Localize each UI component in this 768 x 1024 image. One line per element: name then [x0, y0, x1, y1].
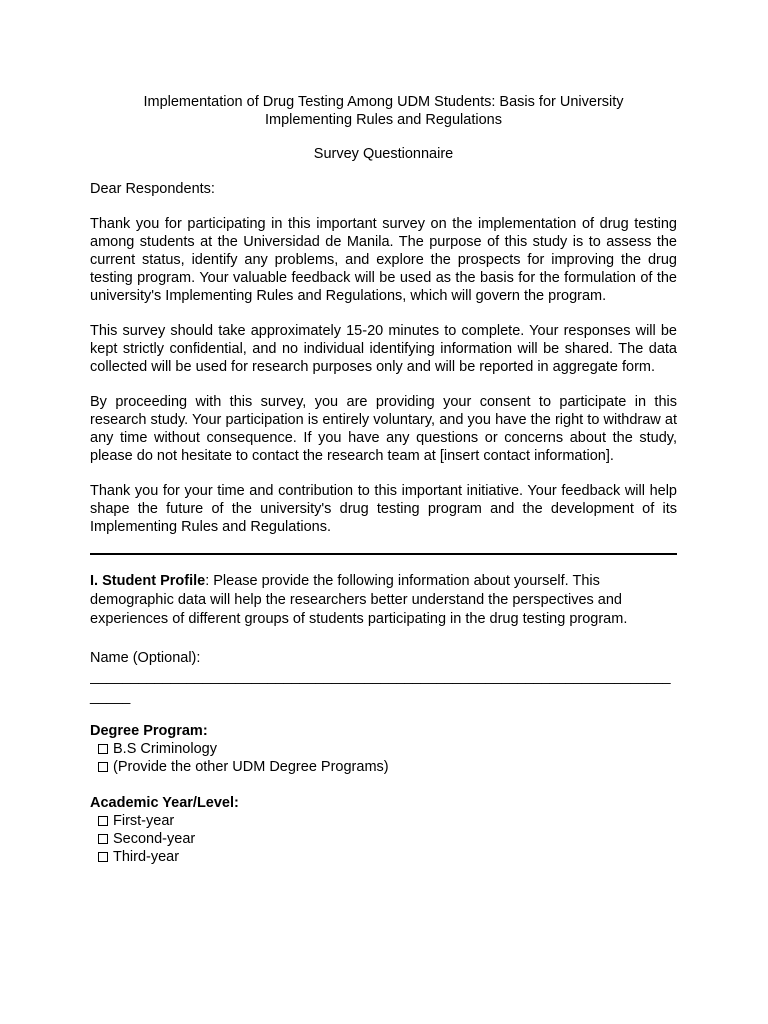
intro-paragraph-4: Thank you for your time and contribution to this important initiative. Your feedback will help shape the future of the university's drug testing program and the development of its Implementing Rules and Regulations.	[90, 483, 677, 535]
option-label: Third-year	[113, 849, 180, 865]
degree-option-other[interactable]	[98, 758, 677, 776]
section-intro-text: : Please provide the following information about yourself. This demographic data will help the researchers better understand the perspectives and experiences of different groups of students participating in the drug testing program.	[90, 573, 628, 627]
name-field-blank[interactable]: ________________________________________________________________________	[90, 669, 671, 685]
intro-paragraph-2: This survey should take approximately 15-20 minutes to complete. Your responses will be kept strictly confidential, and no individual identifying information will be shared. The data collected will be used for research purposes only and will be reported in aggregate form.	[90, 323, 677, 375]
checkbox-icon[interactable]	[98, 744, 108, 754]
checkbox-icon[interactable]	[98, 816, 108, 826]
title-line-2: Implementing Rules and Regulations	[265, 112, 502, 128]
name-field-blank-tail[interactable]: _____	[90, 689, 131, 705]
document-page	[90, 93, 677, 866]
intro-paragraph-3: By proceeding with this survey, you are providing your consent to participate in this research study. Your participation is entirely voluntary, and you have the right to withdraw at any time without consequence. If you have any questions or concerns about the study, please do not hesitate to contact the research team at [insert contact information].	[90, 394, 677, 464]
year-option-second[interactable]	[98, 830, 677, 848]
section-student-profile-intro	[90, 572, 677, 629]
academic-year-label: Academic Year/Level:	[90, 795, 239, 811]
academic-year-options	[90, 812, 677, 866]
section-heading: I. Student Profile	[90, 573, 206, 589]
option-label: First-year	[113, 813, 175, 829]
name-field-label: Name (Optional):	[90, 650, 201, 666]
degree-program-label: Degree Program:	[90, 723, 208, 739]
degree-option-criminology[interactable]	[98, 740, 677, 758]
intro-paragraph-1: Thank you for participating in this important survey on the implementation of drug testing among students at the Universidad de Manila. The purpose of this study is to assess the current status, identify any problems, and explore the prospects for improving the drug testing program. Your valuable feedback will be used as the basis for the formulation of the university's Implementing Rules and Regulations, which will govern the program.	[90, 216, 677, 304]
degree-program-options	[90, 740, 677, 776]
year-option-third[interactable]	[98, 848, 677, 866]
option-label: (Provide the other UDM Degree Programs)	[113, 759, 389, 775]
document-subtitle: Survey Questionnaire	[313, 146, 454, 162]
document-title	[90, 93, 677, 129]
option-label: B.S Criminology	[113, 741, 217, 757]
greeting: Dear Respondents:	[90, 181, 215, 197]
option-label: Second-year	[113, 831, 196, 847]
section-divider	[90, 553, 677, 555]
year-option-first[interactable]	[98, 812, 677, 830]
title-line-1: Implementation of Drug Testing Among UDM Students: Basis for University	[143, 94, 624, 110]
checkbox-icon[interactable]	[98, 834, 108, 844]
checkbox-icon[interactable]	[98, 852, 108, 862]
checkbox-icon[interactable]	[98, 762, 108, 772]
